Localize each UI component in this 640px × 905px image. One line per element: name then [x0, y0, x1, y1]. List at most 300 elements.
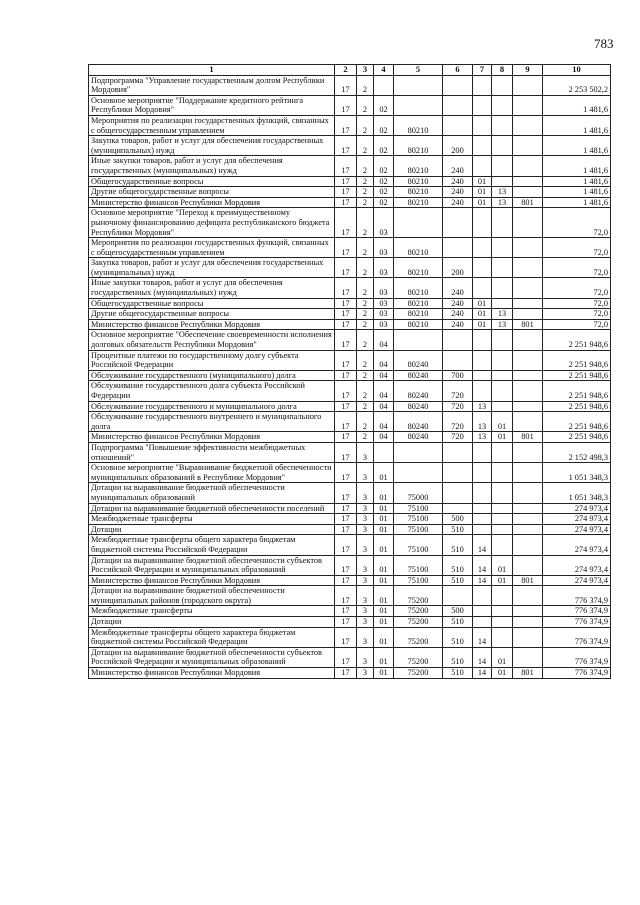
- code-cell-5: 75100: [394, 524, 443, 535]
- code-cell-8: [492, 278, 513, 298]
- code-cell-7: [473, 95, 492, 115]
- code-cell-9: [513, 647, 543, 667]
- code-cell-7: [473, 156, 492, 176]
- table-row: [89, 238, 611, 258]
- code-cell-8: [492, 627, 513, 647]
- code-cell-9: [513, 627, 543, 647]
- code-cell-9: [513, 503, 543, 514]
- code-cell-5: 75100: [394, 575, 443, 586]
- name-cell: Иные закупки товаров, работ и услуг для обеспечения государственных (муниципальных) нужд: [89, 156, 335, 176]
- code-cell-3: 3: [357, 606, 374, 617]
- code-cell-9: [513, 238, 543, 258]
- code-cell-9: [513, 298, 543, 309]
- code-cell-2: 17: [335, 503, 357, 514]
- code-cell-8: 01: [492, 647, 513, 667]
- code-cell-7: [473, 115, 492, 135]
- name-cell: Общегосударственные вопросы: [89, 176, 335, 187]
- name-cell: Другие общегосударственные вопросы: [89, 309, 335, 320]
- amount-cell: 776 374,9: [543, 617, 611, 628]
- code-cell-9: [513, 586, 543, 606]
- code-cell-5: 80210: [394, 298, 443, 309]
- table-row: [89, 75, 611, 95]
- code-cell-2: 17: [335, 238, 357, 258]
- code-cell-3: 2: [357, 278, 374, 298]
- code-cell-2: 17: [335, 617, 357, 628]
- code-cell-9: [513, 370, 543, 381]
- code-cell-4: 04: [374, 381, 394, 401]
- table-row: [89, 370, 611, 381]
- name-cell: Процентные платежи по государственному долгу субъекта Российской Федерации: [89, 350, 335, 370]
- code-cell-2: 17: [335, 278, 357, 298]
- code-cell-5: 80210: [394, 115, 443, 135]
- code-cell-2: 17: [335, 197, 357, 208]
- amount-cell: 1 481,6: [543, 136, 611, 156]
- code-cell-6: 510: [443, 617, 473, 628]
- table-row: [89, 647, 611, 667]
- amount-cell: 1 481,6: [543, 197, 611, 208]
- code-cell-4: 02: [374, 136, 394, 156]
- table-row: [89, 483, 611, 503]
- code-cell-3: 2: [357, 370, 374, 381]
- code-cell-6: 500: [443, 606, 473, 617]
- table-row: [89, 319, 611, 330]
- code-cell-8: [492, 208, 513, 238]
- code-cell-9: [513, 258, 543, 278]
- amount-cell: 1 051 348,3: [543, 463, 611, 483]
- column-header: 9: [513, 65, 543, 76]
- code-cell-3: 2: [357, 309, 374, 320]
- code-cell-5: 80240: [394, 432, 443, 443]
- column-header: 4: [374, 65, 394, 76]
- amount-cell: 2 251 948,6: [543, 350, 611, 370]
- table-row: [89, 298, 611, 309]
- code-cell-3: 3: [357, 617, 374, 628]
- code-cell-9: 801: [513, 197, 543, 208]
- name-cell: Закупка товаров, работ и услуг для обеспечения государственных (муниципальных) нужд: [89, 258, 335, 278]
- code-cell-3: 2: [357, 298, 374, 309]
- code-cell-9: 801: [513, 319, 543, 330]
- code-cell-6: 240: [443, 309, 473, 320]
- code-cell-5: 75200: [394, 617, 443, 628]
- name-cell: Иные закупки товаров, работ и услуг для обеспечения государственных (муниципальных) нужд: [89, 278, 335, 298]
- code-cell-7: 13: [473, 432, 492, 443]
- table-row: [89, 627, 611, 647]
- code-cell-4: 01: [374, 503, 394, 514]
- name-cell: Межбюджетные трансферты: [89, 514, 335, 525]
- column-header: 8: [492, 65, 513, 76]
- code-cell-6: 510: [443, 524, 473, 535]
- table-row: [89, 524, 611, 535]
- code-cell-8: [492, 115, 513, 135]
- code-cell-7: [473, 370, 492, 381]
- code-cell-4: 01: [374, 617, 394, 628]
- code-cell-4: 02: [374, 95, 394, 115]
- code-cell-9: [513, 136, 543, 156]
- code-cell-8: [492, 176, 513, 187]
- code-cell-4: 01: [374, 668, 394, 679]
- name-cell: Министерство финансов Республики Мордовия: [89, 197, 335, 208]
- name-cell: Межбюджетные трансферты общего характера бюджетам бюджетной системы Российской Федерации: [89, 535, 335, 555]
- code-cell-3: 3: [357, 503, 374, 514]
- code-cell-6: 240: [443, 278, 473, 298]
- code-cell-2: 17: [335, 95, 357, 115]
- table-row: [89, 575, 611, 586]
- amount-cell: 2 251 948,6: [543, 432, 611, 443]
- code-cell-8: [492, 370, 513, 381]
- code-cell-9: [513, 463, 543, 483]
- name-cell: Межбюджетные трансферты: [89, 606, 335, 617]
- code-cell-4: 01: [374, 606, 394, 617]
- code-cell-4: [374, 442, 394, 462]
- code-cell-7: 01: [473, 309, 492, 320]
- name-cell: Обслуживание государственного внутреннего и муниципального долга: [89, 412, 335, 432]
- code-cell-2: 17: [335, 350, 357, 370]
- name-cell: Обслуживание государственного (муниципального) долга: [89, 370, 335, 381]
- amount-cell: 72,0: [543, 278, 611, 298]
- name-cell: Основное мероприятие "Обеспечение своевременности исполнения долговых обязательств Республики Мордовия": [89, 330, 335, 350]
- code-cell-4: 03: [374, 278, 394, 298]
- code-cell-6: [443, 350, 473, 370]
- column-header: 2: [335, 65, 357, 76]
- table-row: [89, 668, 611, 679]
- code-cell-4: 03: [374, 258, 394, 278]
- code-cell-5: 80210: [394, 258, 443, 278]
- code-cell-7: 14: [473, 668, 492, 679]
- code-cell-9: [513, 176, 543, 187]
- code-cell-6: 240: [443, 156, 473, 176]
- code-cell-9: [513, 617, 543, 628]
- code-cell-6: 510: [443, 555, 473, 575]
- column-header: 5: [394, 65, 443, 76]
- code-cell-4: 01: [374, 575, 394, 586]
- code-cell-7: [473, 503, 492, 514]
- name-cell: Общегосударственные вопросы: [89, 298, 335, 309]
- code-cell-4: 03: [374, 319, 394, 330]
- name-cell: Дотации на выравнивание бюджетной обеспеченности субъектов Российской Федерации и муниципальных образований: [89, 555, 335, 575]
- amount-cell: 2 251 948,6: [543, 381, 611, 401]
- code-cell-3: 2: [357, 208, 374, 238]
- code-cell-7: 01: [473, 187, 492, 198]
- name-cell: Мероприятия по реализации государственных функций, связанных с общегосударственным управлением: [89, 238, 335, 258]
- code-cell-4: 01: [374, 535, 394, 555]
- code-cell-7: [473, 136, 492, 156]
- code-cell-3: 3: [357, 627, 374, 647]
- budget-table: [88, 64, 611, 679]
- code-cell-8: [492, 617, 513, 628]
- code-cell-2: 17: [335, 575, 357, 586]
- code-cell-9: [513, 514, 543, 525]
- code-cell-7: [473, 617, 492, 628]
- code-cell-9: [513, 555, 543, 575]
- name-cell: Дотации на выравнивание бюджетной обеспеченности поселений: [89, 503, 335, 514]
- code-cell-4: 01: [374, 586, 394, 606]
- code-cell-4: 04: [374, 401, 394, 412]
- amount-cell: 72,0: [543, 319, 611, 330]
- code-cell-7: [473, 238, 492, 258]
- code-cell-6: 720: [443, 432, 473, 443]
- table-row: [89, 115, 611, 135]
- amount-cell: 274 973,4: [543, 575, 611, 586]
- code-cell-3: 3: [357, 555, 374, 575]
- name-cell: Основное мероприятие "Поддержание кредитного рейтинга Республики Мордовия": [89, 95, 335, 115]
- code-cell-3: 2: [357, 115, 374, 135]
- name-cell: Межбюджетные трансферты общего характера бюджетам бюджетной системы Российской Федерации: [89, 627, 335, 647]
- code-cell-7: 14: [473, 647, 492, 667]
- code-cell-2: 17: [335, 381, 357, 401]
- code-cell-5: 75100: [394, 503, 443, 514]
- code-cell-5: 75000: [394, 483, 443, 503]
- name-cell: Основное мероприятие "Выравнивание бюджетной обеспеченности муниципальных образований в Республике Мордовия": [89, 463, 335, 483]
- code-cell-3: 2: [357, 412, 374, 432]
- code-cell-7: [473, 258, 492, 278]
- code-cell-3: 2: [357, 319, 374, 330]
- code-cell-5: [394, 463, 443, 483]
- column-header: 6: [443, 65, 473, 76]
- code-cell-5: 80210: [394, 319, 443, 330]
- table-row: [89, 555, 611, 575]
- code-cell-2: 17: [335, 330, 357, 350]
- table-row: [89, 136, 611, 156]
- name-cell: Министерство финансов Республики Мордовия: [89, 575, 335, 586]
- code-cell-5: [394, 95, 443, 115]
- code-cell-5: 80210: [394, 278, 443, 298]
- code-cell-6: 720: [443, 401, 473, 412]
- code-cell-8: 13: [492, 187, 513, 198]
- code-cell-7: 01: [473, 319, 492, 330]
- code-cell-3: 2: [357, 187, 374, 198]
- amount-cell: 776 374,9: [543, 586, 611, 606]
- table-row: [89, 503, 611, 514]
- code-cell-8: [492, 524, 513, 535]
- code-cell-2: 17: [335, 176, 357, 187]
- code-cell-6: [443, 330, 473, 350]
- code-cell-8: [492, 136, 513, 156]
- code-cell-9: [513, 412, 543, 432]
- code-cell-4: 04: [374, 330, 394, 350]
- table-header-row: [89, 65, 611, 76]
- code-cell-6: 510: [443, 535, 473, 555]
- code-cell-7: 14: [473, 535, 492, 555]
- amount-cell: 274 973,4: [543, 535, 611, 555]
- code-cell-5: 80210: [394, 197, 443, 208]
- code-cell-2: 17: [335, 258, 357, 278]
- amount-cell: 1 051 348,3: [543, 483, 611, 503]
- code-cell-4: 04: [374, 412, 394, 432]
- code-cell-4: 03: [374, 208, 394, 238]
- amount-cell: 2 253 502,2: [543, 75, 611, 95]
- amount-cell: 1 481,6: [543, 115, 611, 135]
- code-cell-8: [492, 75, 513, 95]
- table-row: [89, 330, 611, 350]
- code-cell-2: 17: [335, 586, 357, 606]
- code-cell-9: [513, 524, 543, 535]
- table-row: [89, 187, 611, 198]
- code-cell-2: 17: [335, 298, 357, 309]
- code-cell-8: [492, 535, 513, 555]
- amount-cell: 72,0: [543, 258, 611, 278]
- code-cell-6: 510: [443, 647, 473, 667]
- name-cell: Другие общегосударственные вопросы: [89, 187, 335, 198]
- code-cell-3: 2: [357, 432, 374, 443]
- code-cell-4: 02: [374, 176, 394, 187]
- amount-cell: 776 374,9: [543, 647, 611, 667]
- code-cell-5: 80210: [394, 136, 443, 156]
- code-cell-8: [492, 514, 513, 525]
- name-cell: Обслуживание государственного и муниципального долга: [89, 401, 335, 412]
- code-cell-4: 01: [374, 647, 394, 667]
- code-cell-3: 2: [357, 258, 374, 278]
- code-cell-7: [473, 514, 492, 525]
- table-row: [89, 617, 611, 628]
- code-cell-3: 3: [357, 442, 374, 462]
- name-cell: Закупка товаров, работ и услуг для обеспечения государственных (муниципальных) нужд: [89, 136, 335, 156]
- code-cell-7: 01: [473, 176, 492, 187]
- code-cell-3: 3: [357, 463, 374, 483]
- name-cell: Министерство финансов Республики Мордовия: [89, 319, 335, 330]
- code-cell-2: 17: [335, 668, 357, 679]
- code-cell-3: 2: [357, 95, 374, 115]
- name-cell: Обслуживание государственного долга субъекта Российской Федерации: [89, 381, 335, 401]
- code-cell-3: 3: [357, 668, 374, 679]
- code-cell-9: [513, 309, 543, 320]
- code-cell-9: [513, 381, 543, 401]
- table-body: [89, 75, 611, 678]
- code-cell-6: [443, 238, 473, 258]
- table-row: [89, 258, 611, 278]
- code-cell-9: [513, 278, 543, 298]
- amount-cell: 1 481,6: [543, 176, 611, 187]
- table-row: [89, 535, 611, 555]
- code-cell-2: 17: [335, 187, 357, 198]
- code-cell-6: 500: [443, 514, 473, 525]
- code-cell-5: 80210: [394, 309, 443, 320]
- table-row: [89, 412, 611, 432]
- name-cell: Дотации: [89, 524, 335, 535]
- code-cell-4: [374, 75, 394, 95]
- code-cell-4: 03: [374, 298, 394, 309]
- code-cell-2: 17: [335, 156, 357, 176]
- code-cell-3: 2: [357, 156, 374, 176]
- code-cell-7: [473, 278, 492, 298]
- table-row: [89, 514, 611, 525]
- code-cell-8: [492, 586, 513, 606]
- code-cell-5: 75100: [394, 535, 443, 555]
- code-cell-2: 17: [335, 309, 357, 320]
- amount-cell: 274 973,4: [543, 514, 611, 525]
- code-cell-7: 01: [473, 298, 492, 309]
- code-cell-2: 17: [335, 208, 357, 238]
- column-header: 3: [357, 65, 374, 76]
- code-cell-5: 80210: [394, 187, 443, 198]
- name-cell: Министерство финансов Республики Мордовия: [89, 432, 335, 443]
- code-cell-5: 80210: [394, 176, 443, 187]
- code-cell-6: [443, 115, 473, 135]
- table-row: [89, 463, 611, 483]
- code-cell-5: 75200: [394, 586, 443, 606]
- name-cell: Дотации на выравнивание бюджетной обеспеченности муниципальных образований: [89, 483, 335, 503]
- amount-cell: 776 374,9: [543, 606, 611, 617]
- table-row: [89, 95, 611, 115]
- amount-cell: 72,0: [543, 309, 611, 320]
- code-cell-3: 3: [357, 524, 374, 535]
- code-cell-9: [513, 535, 543, 555]
- code-cell-3: 2: [357, 330, 374, 350]
- code-cell-6: 240: [443, 319, 473, 330]
- code-cell-9: 801: [513, 432, 543, 443]
- code-cell-9: [513, 483, 543, 503]
- code-cell-2: 17: [335, 514, 357, 525]
- code-cell-8: [492, 463, 513, 483]
- code-cell-2: 17: [335, 442, 357, 462]
- code-cell-3: 2: [357, 136, 374, 156]
- code-cell-7: [473, 606, 492, 617]
- code-cell-3: 2: [357, 176, 374, 187]
- code-cell-2: 17: [335, 401, 357, 412]
- code-cell-7: 14: [473, 627, 492, 647]
- code-cell-6: 510: [443, 668, 473, 679]
- code-cell-4: 02: [374, 156, 394, 176]
- code-cell-2: 17: [335, 432, 357, 443]
- amount-cell: 72,0: [543, 298, 611, 309]
- code-cell-4: 04: [374, 370, 394, 381]
- code-cell-9: [513, 187, 543, 198]
- code-cell-4: 02: [374, 115, 394, 135]
- code-cell-6: 240: [443, 197, 473, 208]
- code-cell-6: [443, 463, 473, 483]
- amount-cell: 776 374,9: [543, 627, 611, 647]
- code-cell-2: 17: [335, 412, 357, 432]
- code-cell-7: [473, 586, 492, 606]
- code-cell-4: 01: [374, 555, 394, 575]
- code-cell-3: 3: [357, 483, 374, 503]
- code-cell-7: 13: [473, 412, 492, 432]
- code-cell-5: 75200: [394, 606, 443, 617]
- code-cell-6: [443, 75, 473, 95]
- code-cell-9: 801: [513, 668, 543, 679]
- amount-cell: 2 251 948,6: [543, 330, 611, 350]
- code-cell-8: [492, 401, 513, 412]
- code-cell-3: 2: [357, 381, 374, 401]
- code-cell-2: 17: [335, 627, 357, 647]
- code-cell-6: 240: [443, 176, 473, 187]
- code-cell-2: 17: [335, 319, 357, 330]
- code-cell-8: [492, 156, 513, 176]
- table-row: [89, 442, 611, 462]
- code-cell-8: [492, 298, 513, 309]
- table-row: [89, 350, 611, 370]
- code-cell-2: 17: [335, 606, 357, 617]
- code-cell-2: 17: [335, 483, 357, 503]
- amount-cell: 1 481,6: [543, 187, 611, 198]
- code-cell-7: [473, 483, 492, 503]
- code-cell-8: [492, 330, 513, 350]
- code-cell-7: 01: [473, 197, 492, 208]
- table-row: [89, 586, 611, 606]
- code-cell-5: 75200: [394, 627, 443, 647]
- code-cell-9: [513, 401, 543, 412]
- amount-cell: 2 251 948,6: [543, 370, 611, 381]
- amount-cell: 274 973,4: [543, 503, 611, 514]
- name-cell: Министерство финансов Республики Мордовия: [89, 668, 335, 679]
- table-row: [89, 309, 611, 320]
- name-cell: Дотации: [89, 617, 335, 628]
- amount-cell: 72,0: [543, 238, 611, 258]
- code-cell-2: 17: [335, 136, 357, 156]
- amount-cell: 2 152 498,3: [543, 442, 611, 462]
- code-cell-8: 01: [492, 412, 513, 432]
- table-row: [89, 401, 611, 412]
- column-header: 7: [473, 65, 492, 76]
